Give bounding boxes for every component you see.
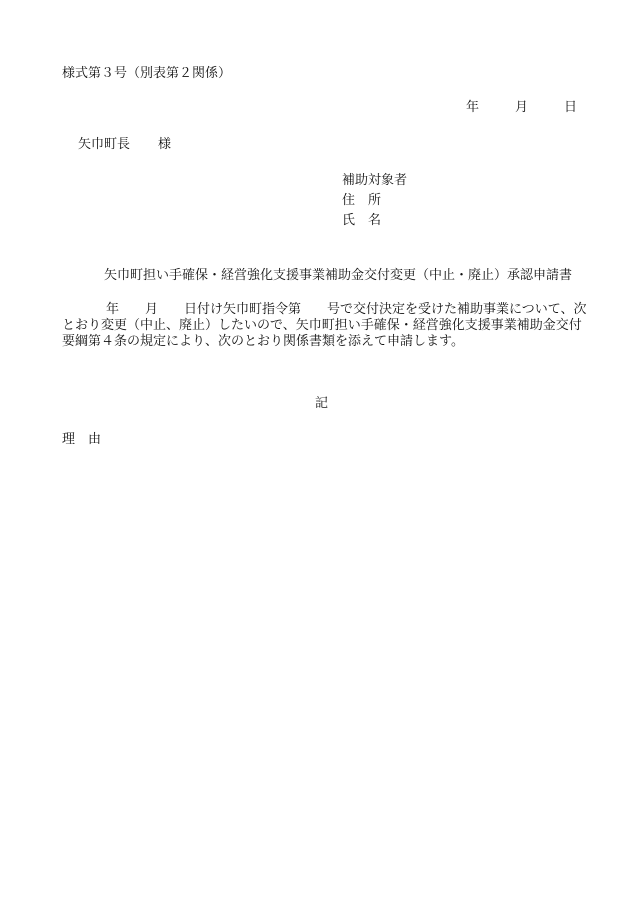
address-label: 住 所	[342, 193, 382, 208]
addressee: 矢巾町長	[78, 137, 131, 152]
form-number: 様式第３号（別表第２関係）	[62, 66, 232, 81]
applicant-label: 補助対象者	[342, 173, 408, 188]
honorific: 様	[158, 137, 172, 152]
date-day: 日	[564, 100, 578, 115]
date-month: 月	[515, 100, 529, 115]
note-mark: 記	[315, 396, 329, 411]
name-label: 氏 名	[342, 213, 382, 228]
body-text: 年 月 日付け矢巾町指令第 号で交付決定を受けた補助事業について、次とおり変更（中止、廃止）したいので、矢巾町担い手確保・経営強化支援事業補助金交付要綱第４条の規定により、次のとおり関係書類を添えて申請します。	[62, 302, 587, 349]
reason-label: 理 由	[62, 432, 102, 447]
addressee-line	[78, 138, 171, 151]
date-year: 年	[466, 100, 480, 115]
applicant-block	[342, 174, 407, 234]
document-title: 矢巾町担い手確保・経営強化支援事業補助金交付変更（中止・廃止）承認申請書	[104, 268, 573, 283]
date-line	[466, 101, 577, 114]
